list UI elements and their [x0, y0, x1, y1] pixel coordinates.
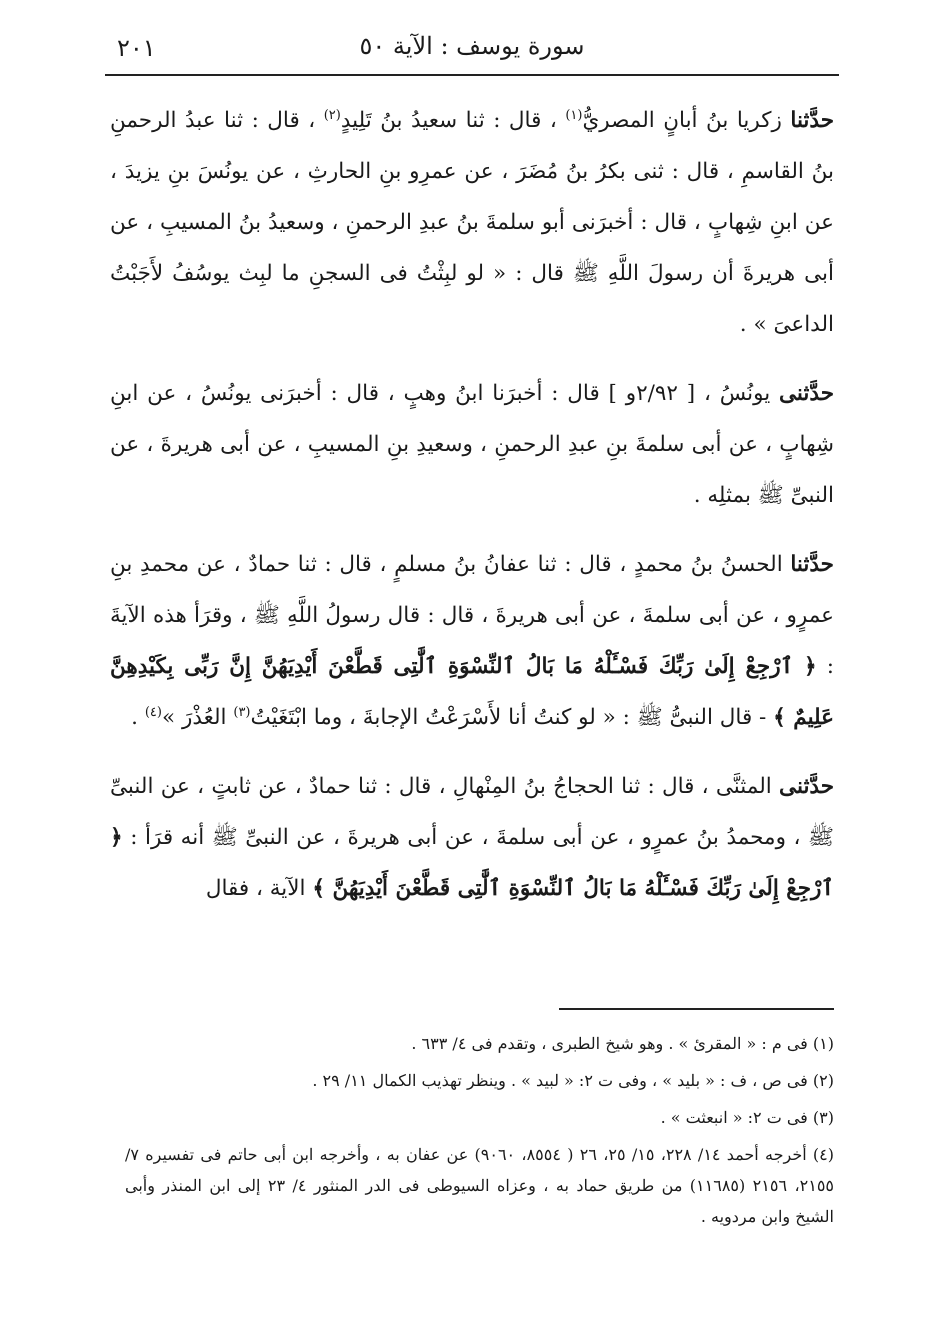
paragraph-text: المثنَّى ، قال : ثنا الحجاجُ بنُ المِنْهالِ ، قال : ثنا حمادٌ ، عن ثابتٍ ، عن النبىِّ ﷺ ، ومحمدُ بنُ عمرٍو ، عن أبى سلمةَ ، عن أبى هريرةَ ، عن النبىِّ ﷺ أنه قرَأ : — [110, 774, 834, 850]
footnote-ref: (١) — [565, 107, 583, 123]
page-number: ٢٠١ — [117, 34, 156, 62]
paragraph-text: . — [131, 705, 138, 730]
paragraph-text: الحسنُ بنُ محمدٍ ، قال : ثنا عفانُ بنُ مسلمٍ ، قال : ثنا حمادٌ ، عن محمدِ بنِ عمرٍو ، عن أبى سلمةَ ، عن أبى هريرةَ ، قال : قال رسولُ اللَّهِ ﷺ ، وقرَأ هذه الآيةَ : — [110, 552, 834, 679]
quran-verse: ﴿ ٱرْجِعْ إِلَىٰ رَبِّكَ فَسْـَٔلْهُ مَا بَالُ ٱلنِّسْوَةِ ٱلَّٰتِى قَطَّعْنَ أَيْدِيَهُنَّ ﴾ — [110, 825, 834, 901]
footnote-ref: (٣) — [233, 704, 251, 720]
paragraph-text: ، قال : ثنا عبدُ الرحمنِ بنُ القاسمِ ، قال : ثنى بكرُ بنُ مُضَرَ ، عن عمرِو بنِ الحارثِ ، عن يونُسَ بنِ يزيدَ ، عن ابنِ شِهابٍ ، قال : أخبرَنى أبو سلمةَ بنُ عبدِ الرحمنِ ، وسعيدُ بنُ المسيبِ ، عن أبى هريرةَ أن رسولَ اللَّهِ ﷺ قال : « لو لبِثْتُ فى السجنِ ما لبِث يوسُفُ لأَجَبْتُ الداعىَ » . — [110, 108, 834, 337]
footnote-ref: (٤) — [144, 704, 162, 720]
narration-lead: حدَّثنى — [779, 774, 834, 799]
footnotes — [125, 1028, 834, 1238]
paragraph-text: يونُسُ ، [ ٢/٩٢و ] قال : أخبرَنا ابنُ وهبٍ ، قال : أخبرَنى يونُسُ ، عن ابنِ شِهابٍ ، عن أبى سلمةَ بنِ عبدِ الرحمنِ ، وسعيدِ بنِ المسيبِ ، عن أبى هريرةَ ، عن النبىِّ ﷺ بمثلِه . — [110, 381, 834, 508]
narration-lead: حدَّثنى — [779, 381, 834, 406]
footnote-ref: (٢) — [323, 107, 341, 123]
footnote-2: (٢) فى ص ، ف : « بليد » ، وفى ت ٢: « لبيد » . وينظر تهذيب الكمال ١١/ ٢٩ . — [312, 1071, 834, 1090]
header-rule — [105, 74, 839, 76]
paragraph-1 — [110, 95, 834, 350]
paragraph-3 — [110, 539, 834, 743]
footnote-3: (٣) فى ت ٢: « انبعثت » . — [660, 1108, 834, 1127]
footnote-4: (٤) أخرجه أحمد ١٤/ ٢٢٨، ١٥/ ٢٥، ٢٦ ( ٨٥٥٤، ٩٠٦٠) عن عفان به ، وأخرجه ابن أبى حاتم فى تفسيره ٧/ ٢١٥٥، ٢١٥٦ (١١٦٨٥) من طريق حماد به ، وعزاه السيوطى فى الدر المنثور ٤/ ٢٣ إلى ابن المنذر وأبى الشيخ وابن مردويه . — [125, 1145, 835, 1226]
main-text — [110, 95, 834, 932]
footnote-1: (١) فى م : « المقرئ » . وهو شيخ الطبرى ، وتقدم فى ٤/ ٦٣٣ . — [411, 1034, 834, 1053]
paragraph-2 — [110, 368, 834, 521]
paragraph-text: ، قال : ثنا سعيدُ بنُ تَلِيدٍ — [340, 108, 557, 133]
narration-lead: حدَّثنا — [790, 108, 834, 133]
footnote-separator — [559, 1008, 834, 1010]
paragraph-4 — [110, 761, 834, 914]
narration-lead: حدَّثنا — [790, 552, 834, 577]
running-title: سورة يوسف : الآية ٥٠ — [359, 32, 585, 60]
paragraph-text: العُذْرَ » — [161, 705, 227, 730]
paragraph-text: الآية ، فقال — [205, 876, 306, 901]
page-header — [105, 28, 839, 68]
paragraph-text: زكريا بنُ أبانٍ المصريُّ — [582, 108, 782, 133]
quran-verse: ﴿ ٱرْجِعْ إِلَىٰ رَبِّكَ فَسْـَٔلْهُ مَا بَالُ ٱلنِّسْوَةِ ٱلَّٰتِى قَطَّعْنَ أَيْدِيَهُنَّ إِنَّ رَبِّى بِكَيْدِهِنَّ عَلِيمٌ ﴾ — [110, 654, 834, 730]
paragraph-text: - قال النبىُّ ﷺ : « لو كنتُ أنا لأَسْرَعْتُ الإجابةَ ، وما ابْتَغَيْتُ — [250, 705, 767, 730]
